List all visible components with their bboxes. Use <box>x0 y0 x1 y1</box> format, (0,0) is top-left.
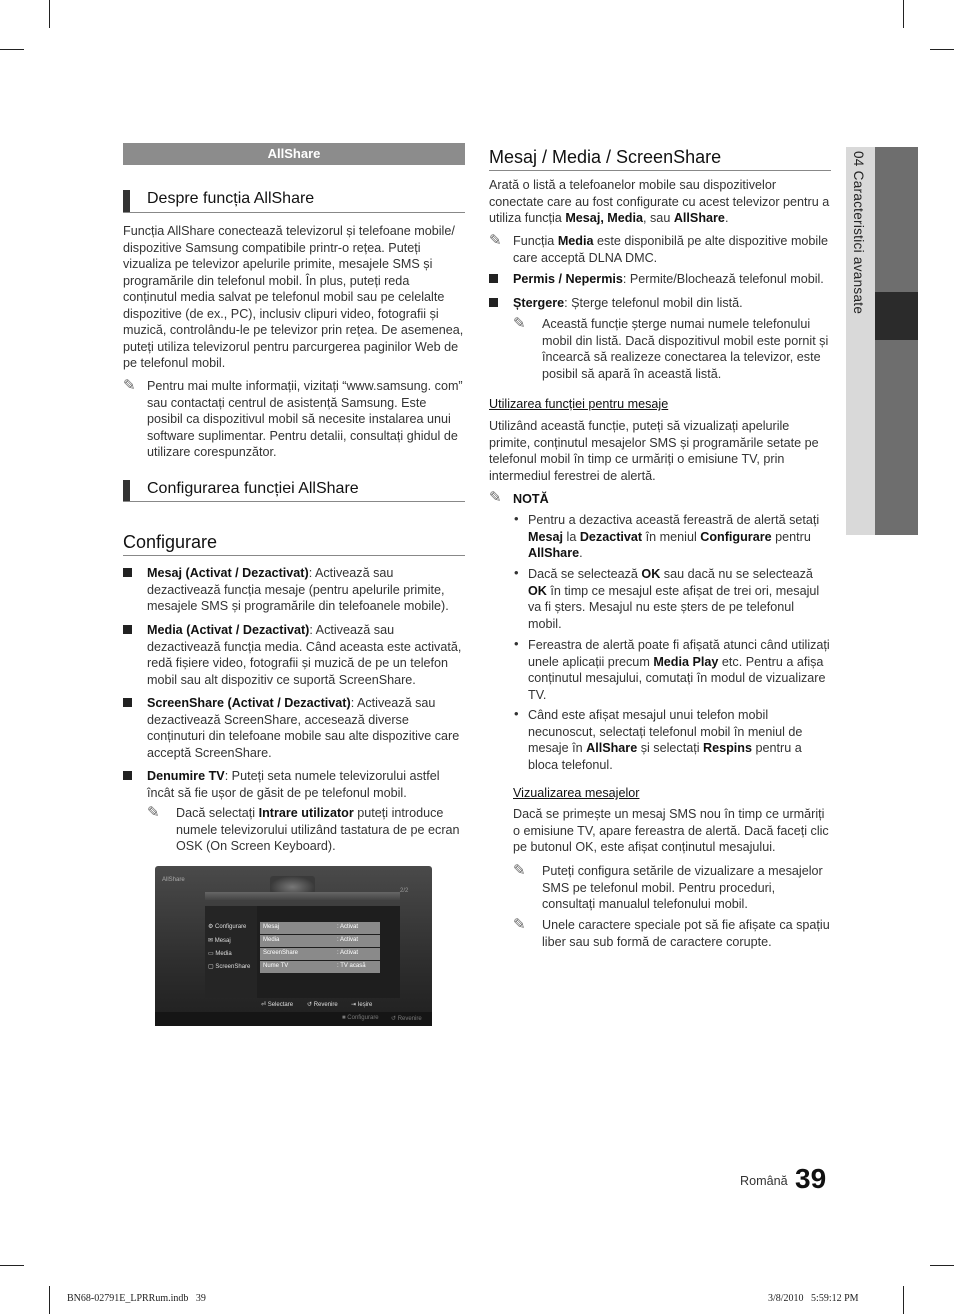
tv-setting-row[interactable]: Mesaj : Activat <box>260 922 380 934</box>
tv-footer-revenire[interactable]: ↺ Revenire <box>391 1016 422 1022</box>
side-tab-dark <box>875 147 918 535</box>
bullet-mesaj: Mesaj (Activat / Dezactivat): Activează sau dezactivează funcția mesaje (pentru apelurile primite, mesajele SMS și programările din telefoanele mobile). <box>147 566 449 613</box>
bullet-screenshare: ScreenShare (Activat / Dezactivat): Activează sau dezactivează ScreenShare, accesează diverse conținuturi din telefoane mobile sau alte dispozitive care acceptă ScreenShare. <box>147 696 460 760</box>
bullet-dot: • <box>514 565 519 580</box>
paragraph-mesaj-media-intro: Arată o listă a telefoanelor mobile sau dispozitivelor conectate care au fost configurate cu acest televizor pentru a utiliza funcția Mesaj, Media, sau AllShare. <box>489 178 830 225</box>
crop-mark <box>49 1286 50 1314</box>
divider <box>123 555 465 556</box>
tv-menu-item-mesaj[interactable]: ✉ Mesaj <box>208 938 231 944</box>
pencil-note-icon: ✎ <box>147 803 160 821</box>
section-title-configurare: Configurare <box>123 532 218 552</box>
tv-menu-item-screenshare[interactable]: ▢ ScreenShare <box>208 964 251 970</box>
nota-item-2: Dacă se selectează OK sau dacă nu se selectează OK în timp ce mesajul este afișat de trei ori, mesajul va fi șters. Mesajul nu este șters de pe telefonul mobil. <box>528 567 820 631</box>
bullet-dot: • <box>514 706 519 721</box>
nota-item-4: Când este afișat mesajul unui telefon mobil necunoscut, selectați telefonul mobil în meniul de mesaje în AllShare și selectați Respins pentru a bloca telefonul. <box>528 708 803 772</box>
crop-mark <box>49 0 50 28</box>
tv-menu-item-media[interactable]: ▭ Media <box>208 951 232 957</box>
bullet-denumire-tv: Denumire TV: Puteți seta numele televizorului astfel încât să fie ușor de găsit de pe telefonul mobil. <box>147 769 440 800</box>
subheading-configurare-functie: Configurarea funcției AllShare <box>147 480 359 497</box>
tv-menu-item-configurare[interactable]: ⚙ Configurare <box>208 924 247 930</box>
paragraph-allshare-intro: Funcția AllShare conectează televizorul și telefoane mobile/ dispozitive Samsung compatibile printr-o rețea. Puteți vizualiza pe televizor apelurile primite, mesajele SMS și programările din telefonul mobil. În plus, puteți reda conținutul media salvat pe telefonul mobil sau pe celelalte dispozitive (de ex., PC), inclusiv clipuri video, fotografii și muzică, controlându-le pe televizor prin rețea. De asemenea, puteți utiliza televizorul pentru parcurgerea paginilor Web de pe telefonul mobil. <box>123 224 464 370</box>
note-media-dlna: Funcția Media este disponibilă pe alte dispozitive mobile care acceptă DLNA DMC. <box>513 234 829 265</box>
note-caractere-speciale: Unele caractere speciale pot să fie afișate ca spațiu liber sau sub formă de caractere corupte. <box>542 918 830 949</box>
tv-page-indicator: 2/2 <box>400 888 409 894</box>
bullet-dot: • <box>514 636 519 651</box>
bullet-square <box>489 298 498 307</box>
note-intrare-utilizator: Dacă selectați Intrare utilizator puteți introduce numele televizorului utilizând tastatura de pe ecran OSK (On Screen Keyboard). <box>176 806 460 853</box>
header-bar-label: AllShare <box>267 146 321 161</box>
allshare-header-bar <box>123 143 465 165</box>
tv-btn-revenire[interactable]: ↺ Revenire <box>307 1002 338 1008</box>
footer-timestamp: 3/8/2010 5:59:12 PM <box>768 1293 859 1304</box>
note-setari-vizualizare: Puteți configura setările de vizualizare a mesajelor SMS pe telefonul mobil. Pentru proceduri, consultați manualul telefonului mobil. <box>542 864 823 911</box>
tv-screen-illustration <box>155 866 432 1026</box>
tv-setting-row[interactable]: ScreenShare : Activat <box>260 948 380 960</box>
subheading-despre: Despre funcția AllShare <box>147 190 315 207</box>
subheading-vizualizarea: Vizualizarea mesajelor <box>513 786 640 800</box>
bullet-square <box>123 625 132 634</box>
subheading-marker <box>123 480 130 502</box>
tv-menu-panel <box>205 906 400 998</box>
crop-mark <box>930 49 954 50</box>
nota-item-1: Pentru a dezactiva această fereastră de alertă setați Mesaj la Dezactivat în meniul Configurare pentru AllShare. <box>528 513 820 560</box>
crop-mark <box>903 1286 904 1314</box>
bullet-media: Media (Activat / Dezactivat): Activează sau dezactivează funcția media. Când aceasta este activată, redă fișiere video, fotografii și muzică de pe un telefon mobil sau alt dispozitiv ce suportă ScreenShare. <box>147 623 462 687</box>
bullet-permis: Permis / Nepermis: Permite/Blochează telefonul mobil. <box>513 272 824 286</box>
pencil-note-icon: ✎ <box>513 314 526 332</box>
page-language: Română <box>740 1174 788 1188</box>
crop-mark <box>903 0 904 28</box>
tv-setting-row[interactable]: Media : Activat <box>260 935 380 947</box>
pencil-note-icon: ✎ <box>513 861 526 879</box>
tv-settings-list <box>260 922 380 978</box>
bullet-square <box>123 698 132 707</box>
pencil-note-icon: ✎ <box>123 376 136 394</box>
pencil-note-icon: ✎ <box>513 915 526 933</box>
note-more-info: Pentru mai multe informații, vizitați “www.samsung. com” sau contactați centrul de asistență Samsung. Este posibil ca dispozitivul mobil să necesite instalarea unui software suplimentar. Pentru detalii, consultați ghidul de utilizare corespunzător. <box>147 379 463 459</box>
nota-item-3: Fereastra de alertă poate fi afișată atunci când utilizați unele aplicații precum Media Play etc. Pentru a afișa conținutul mesajului, comutați în modul de vizualizare TV. <box>528 638 830 702</box>
bullet-square <box>123 771 132 780</box>
divider <box>123 501 465 502</box>
tv-banner <box>205 892 400 900</box>
pencil-note-icon: ✎ <box>489 488 502 506</box>
note-stergere: Această funcție șterge numai numele telefonului mobil din listă. Dacă dispozitivul mobil este pornit și încearcă să realizeze conectarea la televizor, este posibil să apară în această listă. <box>542 317 829 381</box>
divider <box>123 212 465 213</box>
tv-btn-iesire[interactable]: ⇥ Ieșire <box>351 1002 373 1008</box>
side-tab-label: 04 Caracteristici avansate <box>851 151 866 315</box>
tv-footer-bar <box>155 1012 432 1026</box>
tv-btn-selectare[interactable]: ⏎ Selectare <box>261 1002 294 1008</box>
tv-menu-sidebar <box>205 906 257 998</box>
side-tab-marker <box>875 292 918 340</box>
tv-footer-configurare[interactable]: ■ Configurare <box>342 1015 379 1021</box>
divider <box>489 170 831 171</box>
bullet-stergere: Ștergere: Șterge telefonul mobil din listă. <box>513 296 743 310</box>
paragraph-utilizarea: Utilizând această funcție, puteți să vizualizați apelurile primite, conținutul mesajelor SMS și programările setate pe telefonul mobil în timp ce urmăriți o emisiune TV, prin intermediul ferestrei de alertă. <box>489 419 819 483</box>
bullet-square <box>489 274 498 283</box>
pencil-note-icon: ✎ <box>489 231 502 249</box>
bullet-square <box>123 568 132 577</box>
page-number: 39 <box>795 1163 827 1194</box>
crop-mark <box>930 1265 954 1266</box>
nota-label: NOTĂ <box>513 492 549 506</box>
crop-mark <box>0 49 24 50</box>
footer-file-info: BN68-02791E_LPRRum.indb 39 <box>67 1293 206 1304</box>
crop-mark <box>0 1265 24 1266</box>
subheading-marker <box>123 190 130 212</box>
section-title-mesaj-media: Mesaj / Media / ScreenShare <box>489 147 722 167</box>
paragraph-vizualizarea: Dacă se primește un mesaj SMS nou în timp ce urmăriți o emisiune TV, apare fereastra de alertă. Dacă faceți clic pe butonul OK, este afișat conținutul mesajului. <box>513 807 829 854</box>
subheading-utilizarea: Utilizarea funcției pentru mesaje <box>489 397 669 411</box>
tv-title: AllShare <box>162 877 185 883</box>
tv-setting-row[interactable]: Nume TV : TV acasă <box>260 961 380 973</box>
bullet-dot: • <box>514 511 519 526</box>
